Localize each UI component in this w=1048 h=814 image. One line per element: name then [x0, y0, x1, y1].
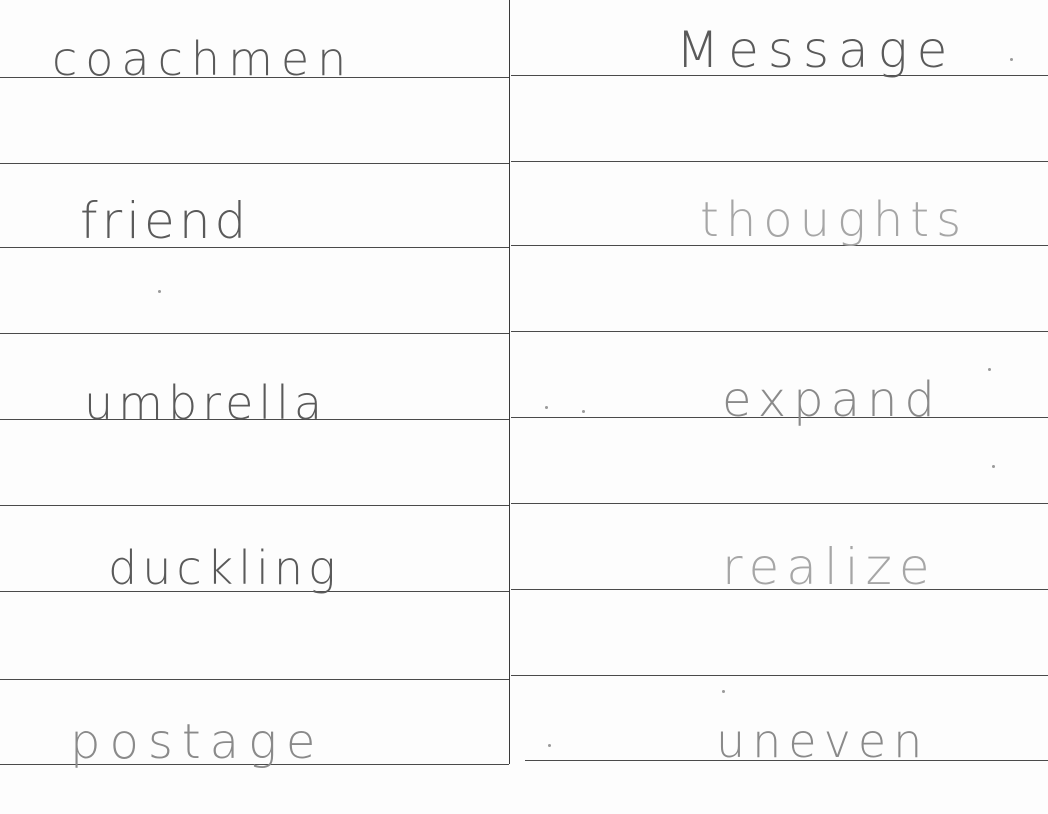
pencil-mark — [158, 290, 161, 293]
rule-line — [0, 333, 509, 334]
pencil-mark — [988, 368, 991, 371]
rule-line — [0, 247, 509, 248]
word-realize: realize — [722, 538, 937, 596]
pencil-mark — [992, 465, 995, 468]
pencil-mark — [548, 744, 551, 747]
word-expand: expand — [722, 372, 942, 428]
rule-line — [0, 505, 509, 506]
rule-line — [511, 503, 1048, 504]
rule-line — [0, 163, 509, 164]
word-uneven: uneven — [716, 714, 930, 768]
word-umbrella: umbrella — [84, 376, 328, 430]
word-duckling: duckling — [108, 541, 341, 595]
word-thoughts: thoughts — [700, 192, 969, 248]
word-message: Message — [676, 21, 957, 79]
column-divider — [509, 0, 510, 764]
rule-line — [0, 679, 509, 680]
rule-line — [511, 675, 1048, 676]
word-postage: postage — [70, 714, 325, 770]
word-coachmen: coachmen — [52, 32, 355, 86]
rule-line — [511, 331, 1048, 332]
pencil-mark — [722, 690, 725, 693]
pencil-mark — [1010, 58, 1013, 61]
rule-line — [511, 161, 1048, 162]
pencil-mark — [545, 406, 548, 409]
pencil-mark — [582, 410, 585, 413]
word-friend: friend — [80, 192, 251, 250]
